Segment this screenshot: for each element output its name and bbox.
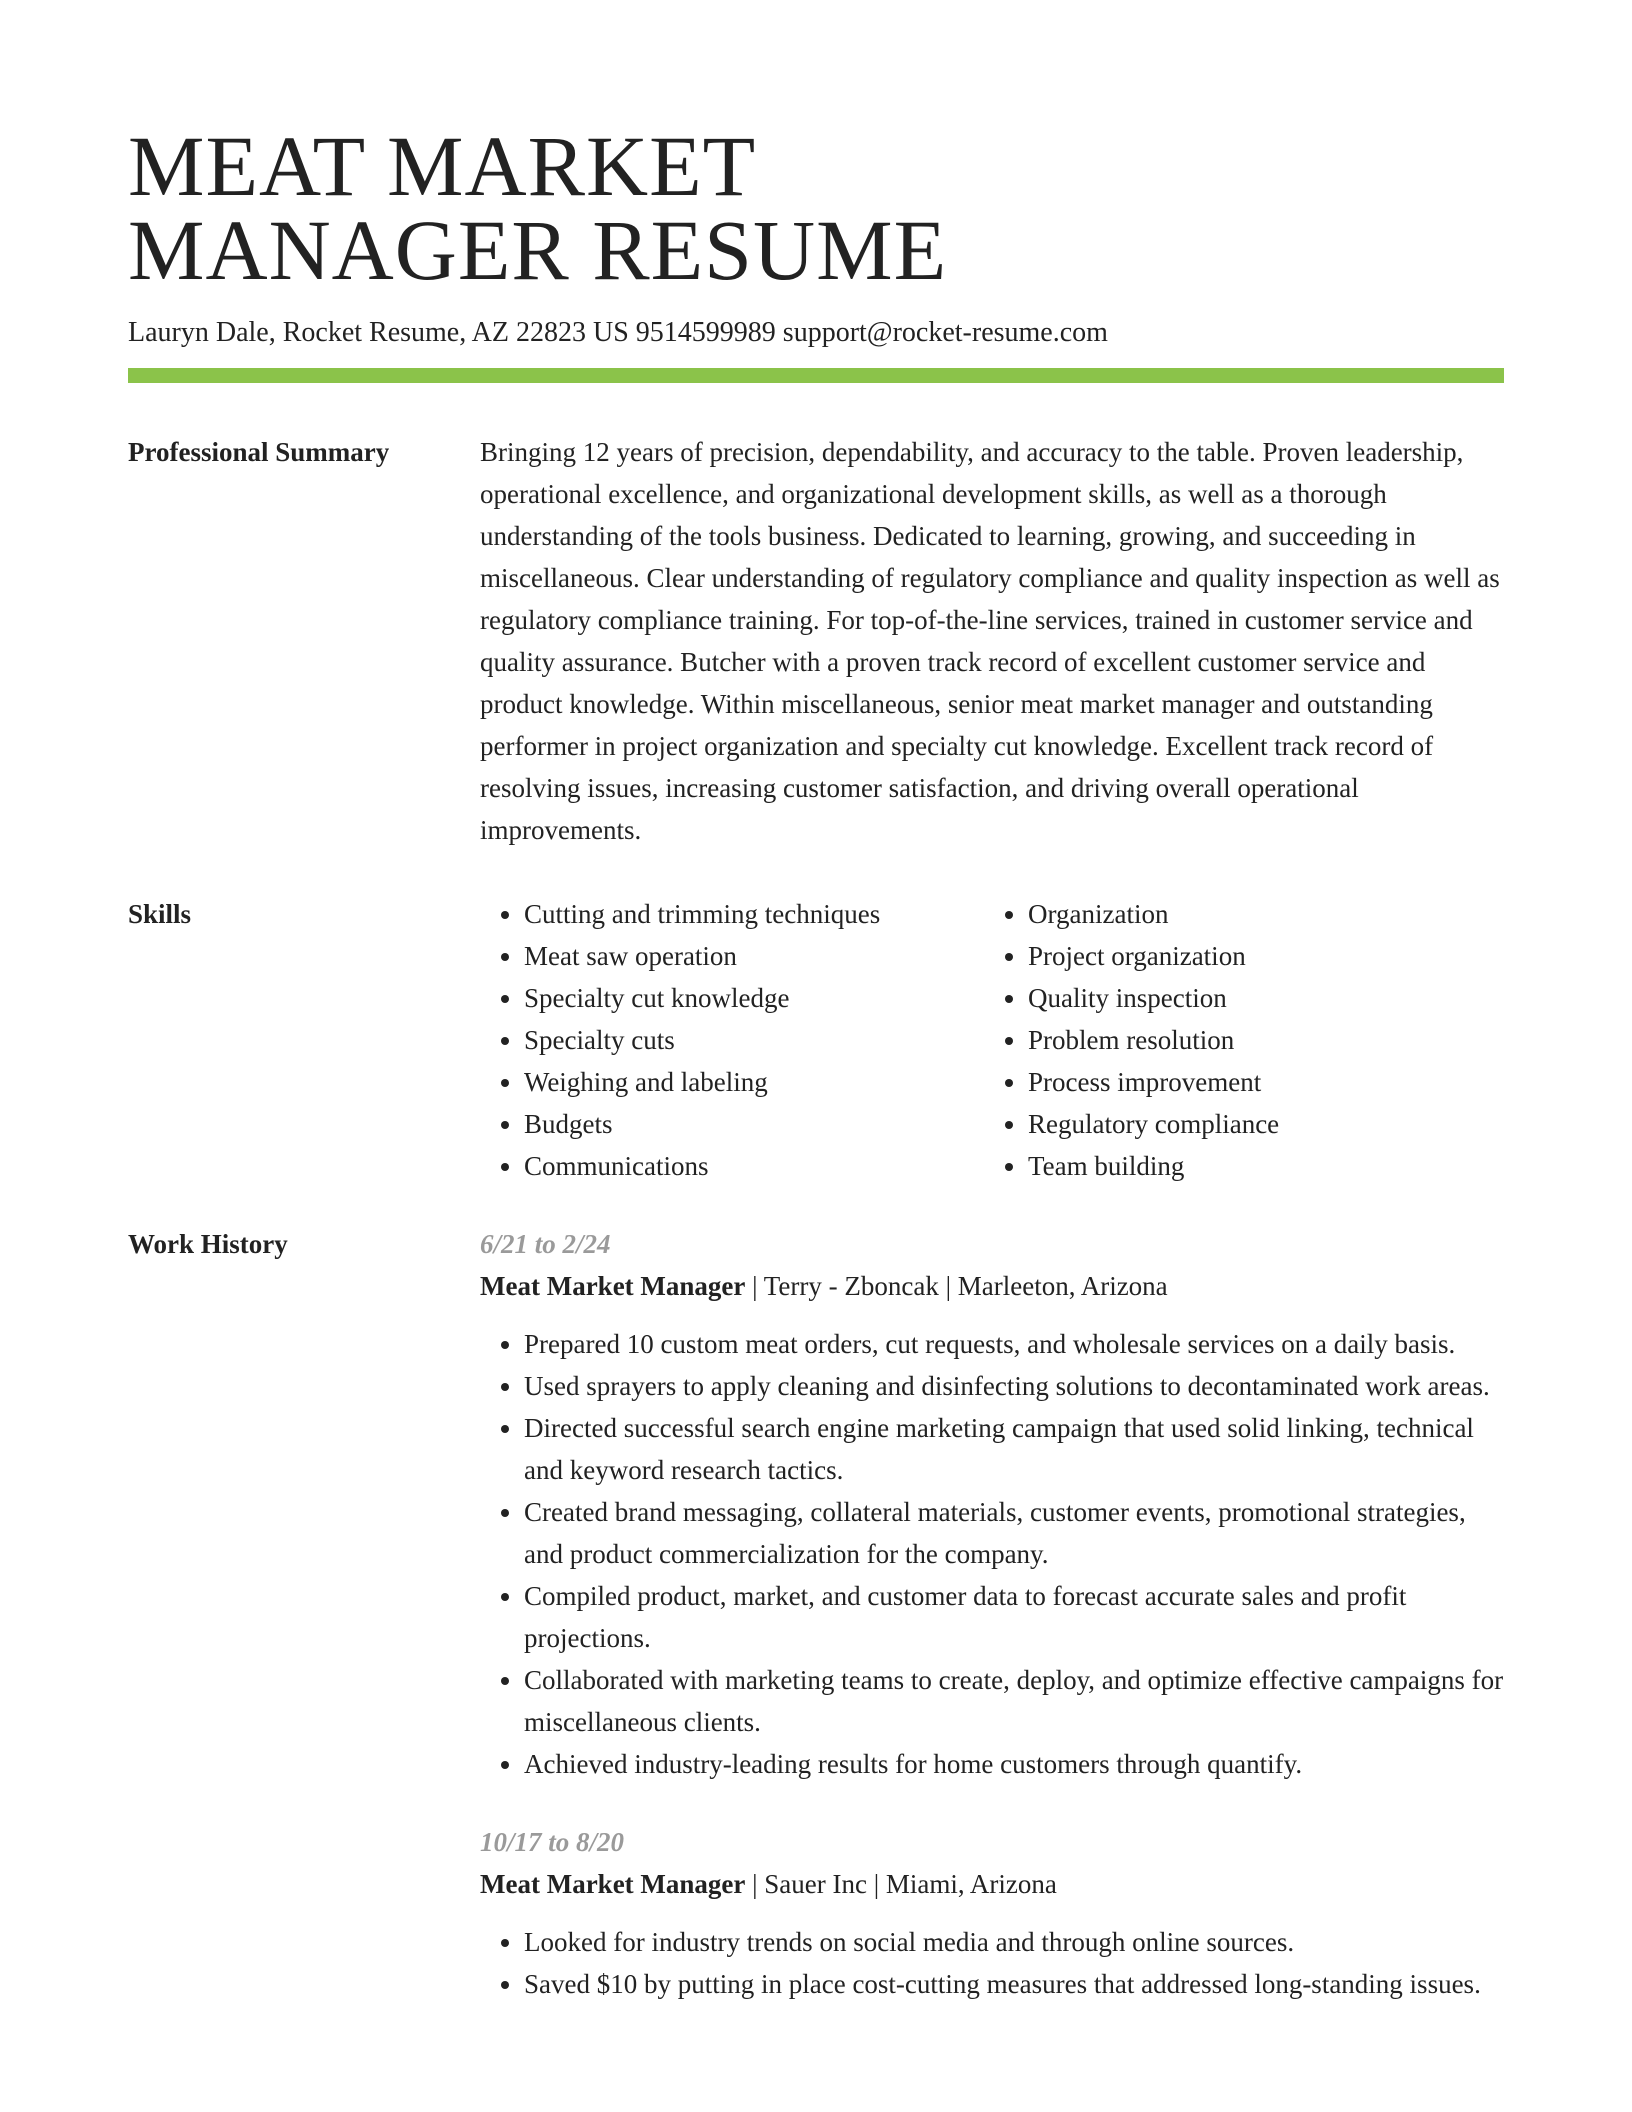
job-entry: [480, 1223, 1504, 1785]
skill-item: • Project organization: [1028, 935, 1488, 977]
job-bullet: • Achieved industry-leading results for home customers through quantify.: [524, 1743, 1504, 1785]
skill-item: • Organization: [1028, 893, 1488, 935]
skills-list-right: [984, 893, 1488, 1187]
work-history-body: [480, 1223, 1504, 2041]
skills-label: Skills: [128, 899, 192, 929]
job-bullet: • Collaborated with marketing teams to create, deploy, and optimize effective campaigns for miscellaneous clients.: [524, 1659, 1504, 1743]
skill-item: • Quality inspection: [1028, 977, 1488, 1019]
skill-item: • Budgets: [524, 1103, 984, 1145]
job-bullet: • Saved $10 by putting in place cost-cutting measures that addressed long-standing issues.: [524, 1963, 1504, 2005]
skill-item: • Weighing and labeling: [524, 1061, 984, 1103]
job-title: Meat Market Manager: [480, 1271, 746, 1301]
skills-columns: [480, 893, 1504, 1187]
job-employer-location: | Terry - Zboncak | Marleeton, Arizona: [745, 1271, 1168, 1301]
summary-body: [480, 431, 1504, 851]
job-dates: 6/21 to 2/24: [480, 1229, 611, 1259]
summary-label: Professional Summary: [128, 437, 390, 467]
skill-item: • Cutting and trimming techniques: [524, 893, 984, 935]
job-bullets: [480, 1323, 1504, 1785]
skills-body: [480, 893, 1504, 1187]
title-line-2: MANAGER RESUME: [128, 202, 948, 298]
skill-item: • Process improvement: [1028, 1061, 1488, 1103]
work-history-section: [128, 1223, 1504, 2041]
job-dates: 10/17 to 8/20: [480, 1827, 625, 1857]
job-bullet: • Looked for industry trends on social media and through online sources.: [524, 1921, 1504, 1963]
skills-list-left: [480, 893, 984, 1187]
contact-info: Lauryn Dale, Rocket Resume, AZ 22823 US 9514599989 support@rocket-resume.com: [128, 317, 1108, 348]
job-title: Meat Market Manager: [480, 1869, 746, 1899]
job-bullet: • Directed successful search engine marketing campaign that used solid linking, technical and keyword research tactics.: [524, 1407, 1504, 1491]
skill-item: • Specialty cuts: [524, 1019, 984, 1061]
skill-item: • Meat saw operation: [524, 935, 984, 977]
skill-item: • Problem resolution: [1028, 1019, 1488, 1061]
summary-section: [128, 431, 1504, 851]
skills-section: [128, 893, 1504, 1187]
job-bullet: • Compiled product, market, and customer data to forecast accurate sales and profit projections.: [524, 1575, 1504, 1659]
job-bullet: • Created brand messaging, collateral materials, customer events, promotional strategies, and product commercialization for the company.: [524, 1491, 1504, 1575]
skill-item: • Specialty cut knowledge: [524, 977, 984, 1019]
job-bullets: [480, 1921, 1504, 2005]
job-bullet: • Prepared 10 custom meat orders, cut requests, and wholesale services on a daily basis.: [524, 1323, 1504, 1365]
title-line-1: MEAT MARKET: [128, 118, 757, 214]
job-heading: [480, 1863, 1504, 1905]
job-bullet: • Used sprayers to apply cleaning and disinfecting solutions to decontaminated work areas.: [524, 1365, 1504, 1407]
summary-text: Bringing 12 years of precision, dependability, and accuracy to the table. Proven leadership, operational excellence, and organizational development skills, as well as a thorough understanding of the tools business. Dedicated to learning, growing, and succeeding in miscellaneous. Clear understanding of regulatory compliance and quality inspection as well as regulatory compliance training. For top-of-the-line services, trained in customer service and quality assurance. Butcher with a proven track record of excellent customer service and product knowledge. Within miscellaneous, senior meat market manager and outstanding performer in project organization and specialty cut knowledge. Excellent track record of resolving issues, increasing customer satisfaction, and driving overall operational improvements.: [480, 437, 1500, 845]
resume-page: [128, 0, 1504, 2041]
skill-item: • Regulatory compliance: [1028, 1103, 1488, 1145]
accent-divider: [128, 368, 1504, 383]
job-entry: [480, 1821, 1504, 2005]
job-heading: [480, 1265, 1504, 1307]
skill-item: • Communications: [524, 1145, 984, 1187]
skill-item: • Team building: [1028, 1145, 1488, 1187]
job-employer-location: | Sauer Inc | Miami, Arizona: [745, 1869, 1057, 1899]
resume-title: [128, 0, 1504, 298]
work-history-label: Work History: [128, 1229, 288, 1259]
